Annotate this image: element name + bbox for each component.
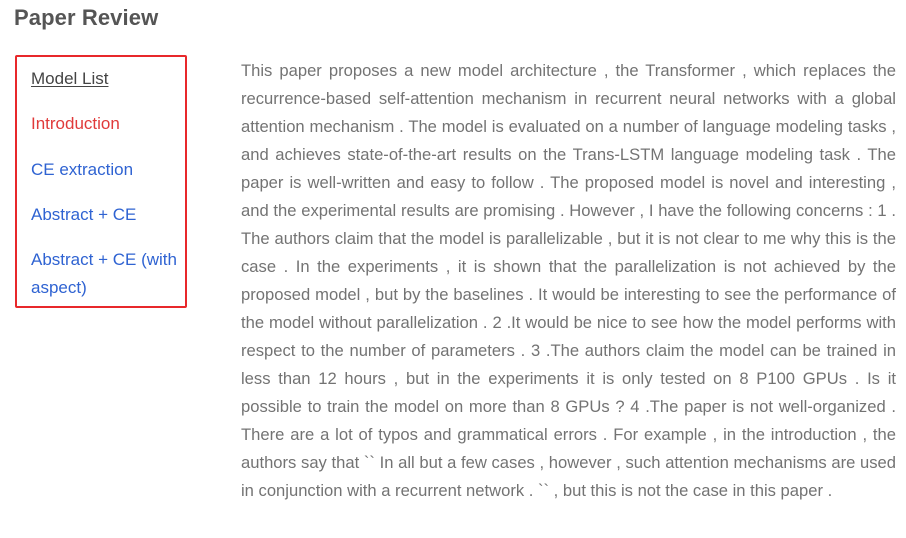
model-list-panel [15, 55, 187, 308]
model-item-abstract-ce-aspect[interactable]: Abstract + CE (with aspect) [31, 250, 177, 297]
model-item-ce-extraction[interactable]: CE extraction [31, 160, 134, 179]
model-item-introduction[interactable]: Introduction [31, 114, 120, 133]
review-text: This paper proposes a new model architecture , the Transformer , which replaces the recurrence-based self-attention mechanism in recurrent neural networks with a global attention mechanism . The model is evaluated on a number of language modeling tasks , and achieves state-of-the-art results on the Trans-LSTM language modeling task . The paper is well-written and easy to follow . The proposed model is novel and interesting , and the experimental results are promising . However , I have the following concerns : 1 . The authors claim that the model is parallelizable , but it is not clear to me why this is the case . In the experiments , it is shown that the parallelization is not achieved by the proposed model , but by the baselines . It would be interesting to see the performance of the model without parallelization . 2 .It would be nice to see how the model performs with respect to the number of parameters . 3 .The authors claim the model can be trained in less than 12 hours , but in the experiments it is only tested on 8 P100 GPUs . Is it possible to train the model on more than 8 GPUs ? 4 .The paper is not well-organized . There are a lot of typos and grammatical errors . For example , in the introduction , the authors say that `` In all but a few cases , however , such attention mechanisms are used in conjunction with a recurrent network . `` , but this is not the case in this paper . [241, 61, 896, 500]
model-list-header[interactable]: Model List [31, 69, 109, 88]
model-item-abstract-ce[interactable]: Abstract + CE [31, 205, 137, 224]
page-title: Paper Review [14, 5, 159, 30]
